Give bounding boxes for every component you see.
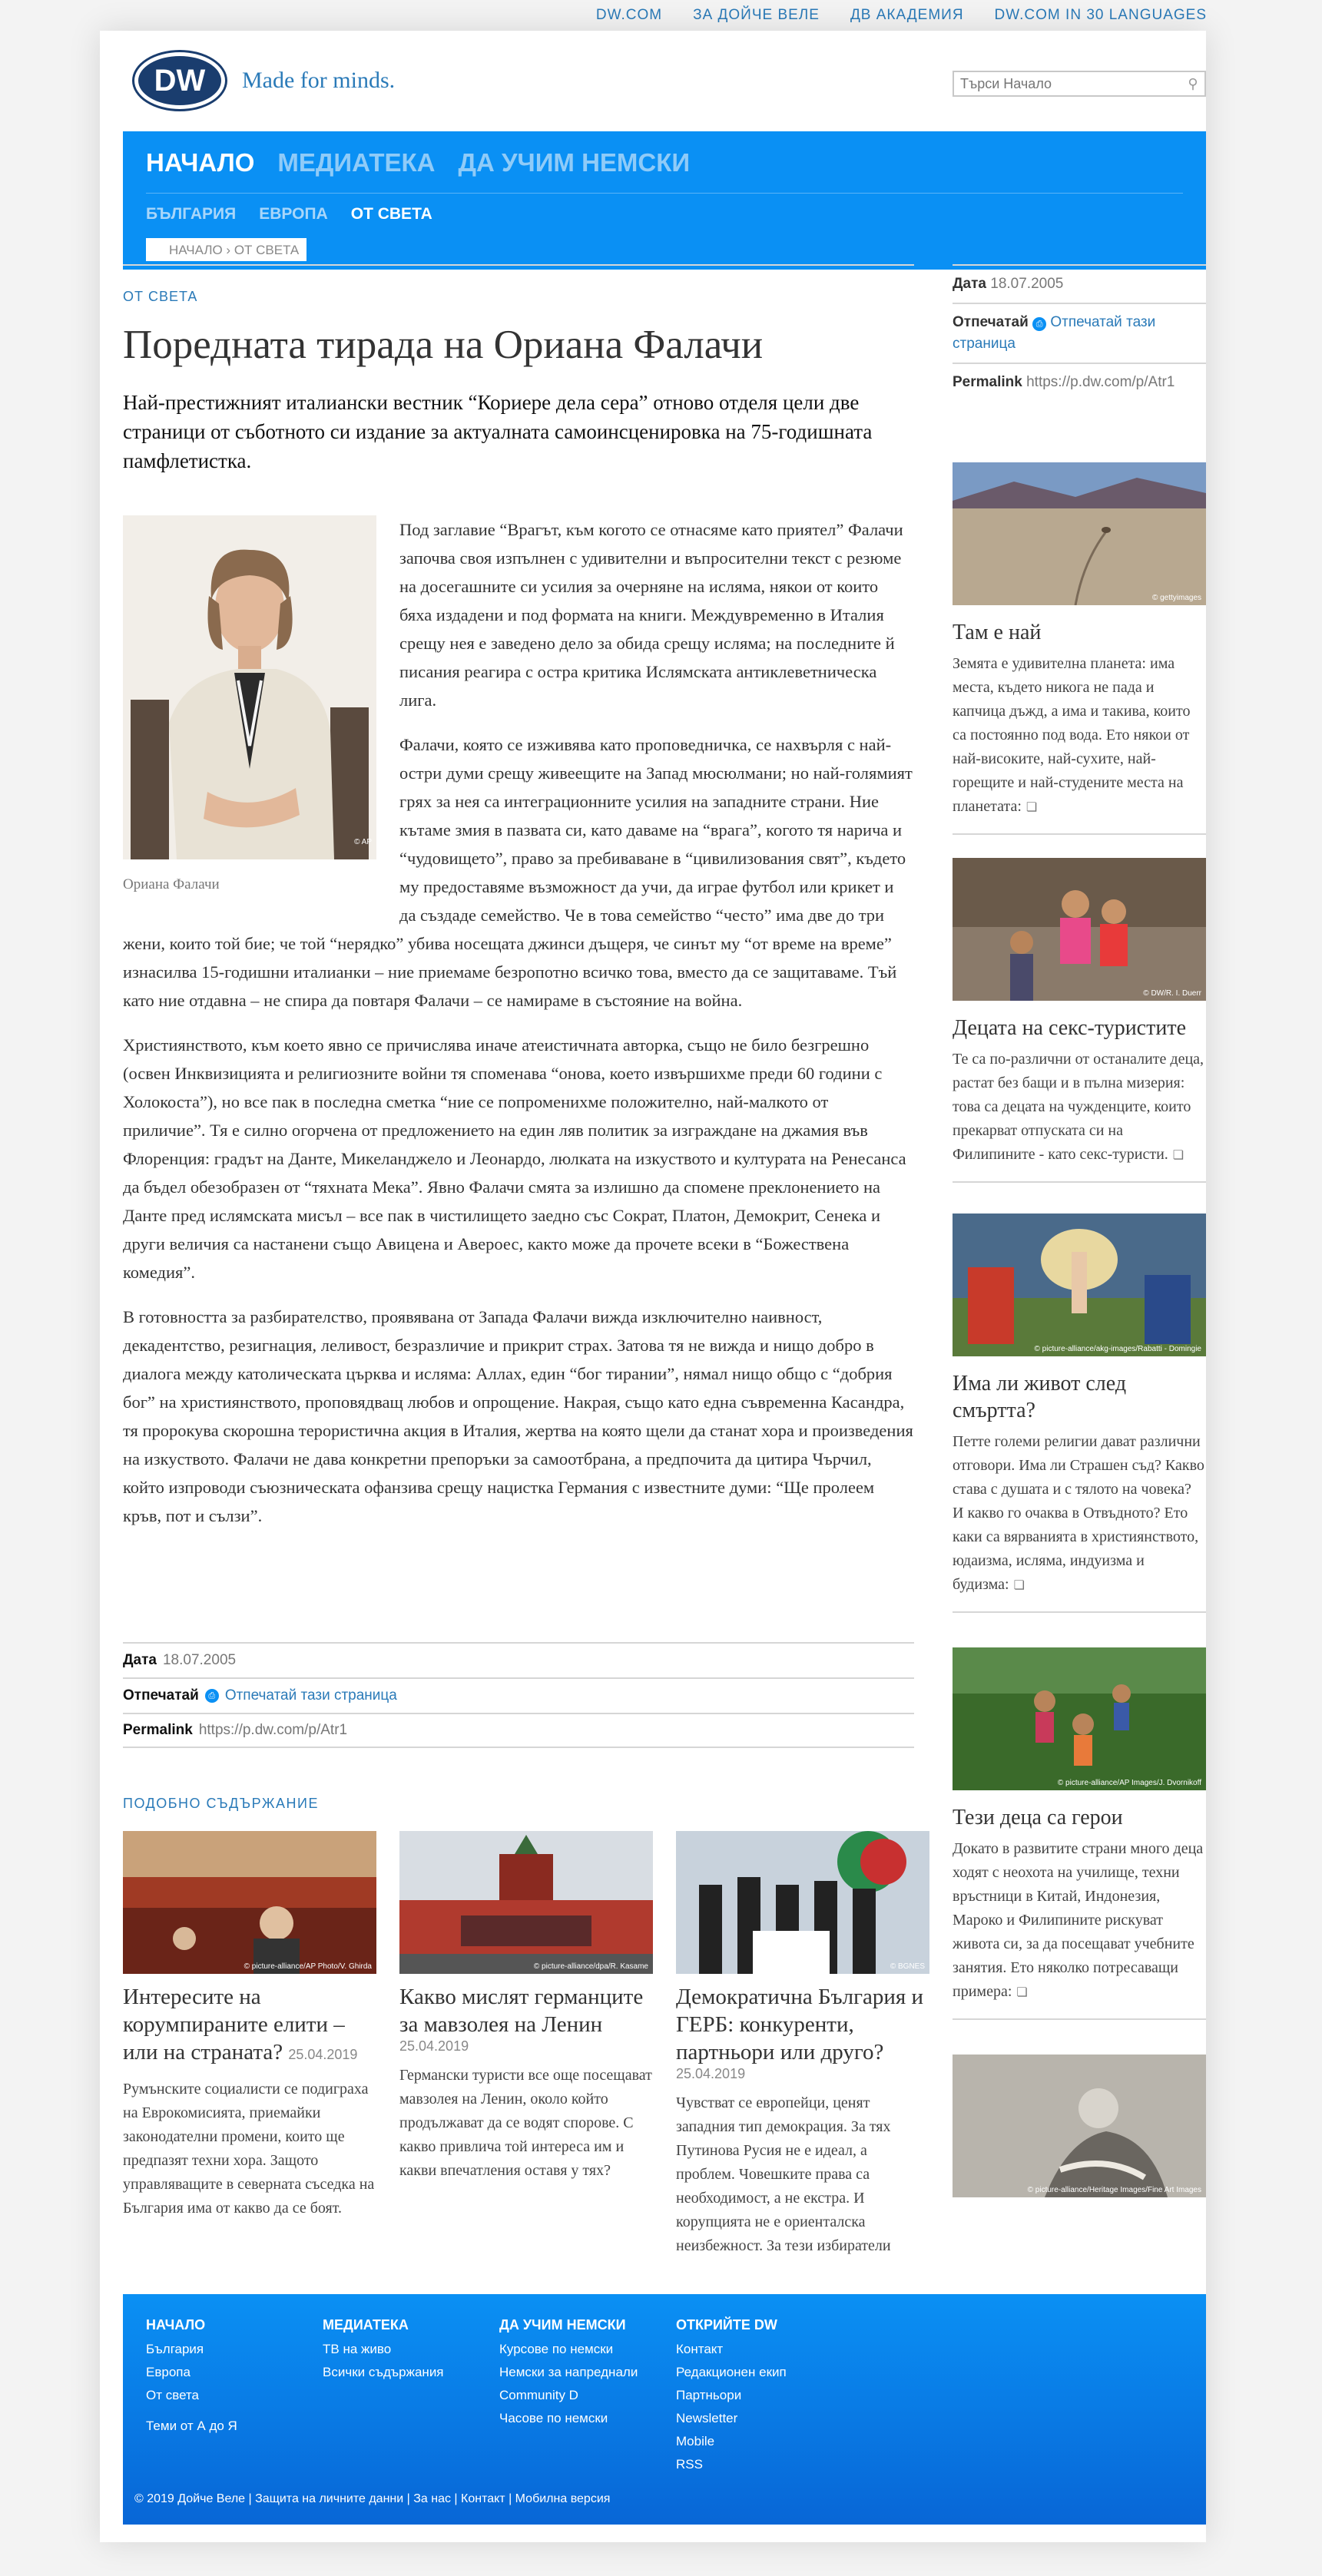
teaser-text-body: Докато в развитите страни много деца ходят с неохота на училище, техни връстници в Китай, Индонезия, Мароко и Филипините рискуват живота си, за да посещават учебните занятия. Ето няколко потресаващи примера: bbox=[953, 1840, 1204, 2000]
mausoleum-illustration bbox=[399, 1831, 653, 1974]
sidebar-permalink-label: Permalink bbox=[953, 374, 1022, 390]
logo-tagline: Made for minds. bbox=[242, 68, 396, 93]
footer-col-learn bbox=[499, 2317, 676, 2476]
teaser-thumb-painting[interactable] bbox=[953, 1214, 1206, 1356]
breadcrumb[interactable]: НАЧАЛО › ОТ СВЕТА bbox=[146, 238, 306, 261]
footer-link[interactable]: Часове по немски bbox=[499, 2411, 608, 2425]
related-thumb-gerb[interactable] bbox=[676, 1831, 929, 1974]
teaser-text bbox=[953, 652, 1206, 819]
sidebar-print-link[interactable]: Отпечатай тази страница bbox=[953, 314, 1156, 352]
article-kicker[interactable]: ОТ СВЕТА bbox=[123, 289, 198, 304]
footer-link[interactable]: Редакционен екип bbox=[676, 2365, 787, 2379]
top-utility-bar bbox=[0, 0, 1322, 31]
teaser-title[interactable]: Децата на секс-туристите bbox=[953, 1016, 1186, 1040]
gallery-icon[interactable]: ❏ bbox=[1172, 1149, 1184, 1162]
children-illustration bbox=[953, 858, 1206, 1001]
meta-date-row bbox=[123, 1642, 914, 1677]
article-body bbox=[123, 515, 914, 1530]
footer-link[interactable]: ТВ на живо bbox=[323, 2342, 392, 2356]
footer-link[interactable]: Курсове по немски bbox=[499, 2342, 614, 2356]
nav-home[interactable]: НАЧАЛО bbox=[146, 148, 255, 177]
related-date: 25.04.2019 bbox=[399, 2038, 469, 2054]
topbar-link-dw[interactable]: DW.COM bbox=[595, 7, 663, 23]
article-paragraph: Фалачи, която се изживява като проповедничка, се нахвърля с най-остри думи срещу живеещите на Запад мюсюлмани; но най-голямият грях за нея са интеграционните усилия на западните страни. Ние кътаме змия в пазвата си, като даваме на “врага”, когото тя нарича и “чудовището”, право за пребиваване в “цивилизования свят”, където му предоставяме възможност да учи, да играе футбол или крикет и да създаде семейство. Че в това семейство “често” има две до три жени, които той бие; че той “нерядко” убива носещата джинси дъщеря, че синът му “от време на време” изнасилва 15-годишни италианки – ние приемаме безропотно всичко това, вместо да се защитаваме. Тъй като ние отдавна – не спира да повтаря Фалачи – се намираме в състояние на война. bbox=[123, 735, 913, 1010]
sidebar-date-row bbox=[953, 264, 1206, 303]
teaser-credit: © picture-alliance/Heritage Images/Fine Art Images bbox=[1027, 2186, 1201, 2194]
footer-link[interactable]: Контакт bbox=[676, 2342, 724, 2356]
article-paragraph: Под заглавие “Врагът, към когото се отнасяме като приятел” Фалачи започва своя изпълнен с удивителни и въпросителни текст с резюме на досегашните си усилия за очерняне на исляма, някои от които бяха издадени и под формата на книги. Междувременно в Италия срещу нея е заведено дело за обида срещу исляма; на последните й писания реагира с остра критика Ислямската антиклеветническа лига. bbox=[399, 520, 903, 710]
related-title[interactable]: Демократична България и ГЕРБ: конкуренти, партньори или друго? bbox=[676, 1985, 924, 2064]
sidebar-date-label: Дата bbox=[953, 276, 986, 292]
site-header bbox=[100, 31, 1206, 131]
footer-link[interactable]: Newsletter bbox=[676, 2411, 738, 2425]
painting-illustration bbox=[953, 1214, 1206, 1356]
search-input[interactable] bbox=[954, 72, 1181, 95]
photo-caption: Ориана Фалачи bbox=[123, 876, 220, 892]
footer-heading[interactable]: ДА УЧИМ НЕМСКИ bbox=[499, 2317, 626, 2333]
sidebar-print-label: Отпечатай bbox=[953, 314, 1029, 330]
related-thumb-credit: © picture-alliance/dpa/R. Kasame bbox=[533, 1962, 648, 1971]
page-container bbox=[100, 31, 1206, 2542]
article-lead: Най-престижният италиански вестник “Кориере дела сера” отново отделя цели две страници от съботното си издание за актуалната самоинсценировка на 75-годишната памфлетистка. bbox=[123, 391, 873, 472]
sidebar-date-value: 18.07.2005 bbox=[990, 276, 1064, 292]
article-photo[interactable] bbox=[123, 515, 376, 859]
sidebar-print-row bbox=[953, 303, 1206, 363]
meta-permalink-row bbox=[123, 1713, 914, 1748]
footer-link[interactable]: Mobile bbox=[676, 2434, 715, 2449]
gallery-icon[interactable]: ❏ bbox=[1013, 1579, 1025, 1592]
gallery-icon[interactable]: ❏ bbox=[1016, 1986, 1028, 1999]
related-thumb-parliament[interactable] bbox=[123, 1831, 376, 1974]
subnav-world[interactable]: ОТ СВЕТА bbox=[350, 205, 432, 223]
meta-print-row bbox=[123, 1677, 914, 1713]
footer-link[interactable]: RSS bbox=[676, 2457, 703, 2472]
sidebar-permalink-row bbox=[953, 363, 1206, 401]
site-footer bbox=[123, 2294, 1206, 2525]
related-text: Румънските социалисти се подиграха на Еврокомисията, приемайки законодателни промени, които ще предпазят техни хора. Защото управляващите в северната съседка на България има от какво да се боят. bbox=[123, 2081, 375, 2217]
teaser-text-body: Петте големи религии дават различни отговори. Има ли Страшен съд? Какво става с душата и с тялото на човека? И какво го очаква в Отвъдното? Ето каки са вярванията в християнството, юдаизма, исляма, индуизма и будизма: bbox=[953, 1433, 1204, 1593]
related-date: 25.04.2019 bbox=[676, 2066, 746, 2081]
article-paragraph: В готовността за разбирателство, проявявана от Запада Фалачи вижда изключително наивност, декадентство, резигнация, леливост, безразличие и прикрит страх. Затова тя не вижда и нищо добро в диалога между католическата църква и исляма: Аллах, един “бог тирании”, нямал нищо общо с “добрия бог” на християнството, проповядващ любов и опрощение. Накрая, също като една съвременна Касандра, тя пророкува скорошна терористична акция в Италия, жертва на която щели да станат хора и произведения на изкуството. Фалачи не дава конкретни препоръки за самоотбрана, а предпочита да цитира Чърчил, който изпроводи съюзническата офанзива срещу нацистка Германия с известните думи: “Ще пролеем кръв, пот и сълзи”. bbox=[123, 1307, 913, 1525]
print-icon[interactable]: ⎙ bbox=[205, 1689, 219, 1703]
footer-link[interactable]: Всички съдържания bbox=[323, 2365, 444, 2379]
related-date: 25.04.2019 bbox=[288, 2047, 358, 2062]
photo-credit: © AP bbox=[354, 838, 372, 846]
date-value: 18.07.2005 bbox=[162, 1652, 237, 1668]
related-card[interactable] bbox=[676, 1831, 929, 2258]
teaser-text bbox=[953, 1048, 1206, 1167]
teaser-text-body: Те са по-различни от останалите деца, растат без бащи и в пълна мизерия: това са децата на чужденците, които прекарват отпуската си на Филипините - като секс-туристи. bbox=[953, 1051, 1204, 1163]
sidebar-permalink-value[interactable]: https://p.dw.com/p/Atr1 bbox=[1026, 374, 1175, 390]
date-label: Дата bbox=[123, 1652, 157, 1668]
footer-col-home bbox=[146, 2317, 323, 2476]
sidebar-teaser[interactable] bbox=[953, 858, 1206, 1183]
parliament-illustration bbox=[123, 1831, 376, 1974]
footer-atoz-link[interactable]: Теми от А до Я bbox=[146, 2419, 237, 2433]
teaser-thumb-heroes[interactable] bbox=[953, 1647, 1206, 1790]
related-card[interactable] bbox=[123, 1831, 376, 2258]
footer-columns bbox=[146, 2317, 853, 2476]
subnav-bulgaria[interactable]: БЪЛГАРИЯ bbox=[146, 205, 237, 223]
footer-link[interactable]: От света bbox=[146, 2388, 200, 2402]
related-thumb-credit: © BGNES bbox=[890, 1962, 925, 1971]
teaser-credit: © DW/R. I. Duerr bbox=[1143, 989, 1201, 998]
teaser-title[interactable]: Има ли живот след смъртта? bbox=[953, 1372, 1127, 1422]
sidebar-teaser[interactable] bbox=[953, 1214, 1206, 1613]
nav-mediatheque[interactable]: МЕДИАТЕКА bbox=[277, 148, 436, 177]
vintage-illustration bbox=[953, 2055, 1206, 2197]
print-label: Отпечатай bbox=[123, 1687, 199, 1704]
nav-divider bbox=[146, 193, 1183, 194]
gallery-icon[interactable]: ❏ bbox=[1025, 801, 1038, 814]
article-figure bbox=[123, 515, 376, 899]
permalink-value[interactable]: https://p.dw.com/p/Atr1 bbox=[198, 1722, 348, 1738]
sidebar-teaser[interactable] bbox=[953, 1647, 1206, 2020]
dw-logo[interactable] bbox=[134, 52, 395, 109]
footer-heading[interactable]: НАЧАЛО bbox=[146, 2317, 206, 2333]
footer-heading[interactable]: МЕДИАТЕКА bbox=[323, 2317, 409, 2333]
footer-copyright[interactable]: © 2019 Дойче Веле | Защита на личните данни | За нас | Контакт | Мобилна версия bbox=[134, 2492, 611, 2505]
sidebar bbox=[953, 264, 1206, 2197]
related-title[interactable] bbox=[123, 1983, 376, 2068]
teaser-title[interactable]: Тези деца са герои bbox=[953, 1806, 1123, 1829]
teaser-thumb-vintage[interactable] bbox=[953, 2055, 1206, 2197]
related-title-text[interactable]: Интересите на корумпираните елити – или на страната? bbox=[123, 1985, 345, 2064]
article-meta bbox=[123, 1642, 914, 1748]
footer-link[interactable]: България bbox=[146, 2342, 204, 2356]
article bbox=[123, 264, 914, 1546]
related-heading: ПОДОБНО СЪДЪРЖАНИЕ bbox=[123, 1796, 319, 1811]
footer-col-discover bbox=[676, 2317, 853, 2476]
primary-nav bbox=[146, 148, 690, 177]
teaser-thumb-children[interactable] bbox=[953, 858, 1206, 1001]
related-cards bbox=[123, 1831, 925, 2258]
search-icon[interactable]: ⚲ bbox=[1188, 75, 1198, 91]
search-box bbox=[953, 71, 1206, 97]
related-content bbox=[123, 1796, 925, 2258]
related-text: Германски туристи все още посещават мавзолея на Ленин, около който продължават да се водят спорове. С какво привлича той интереса им и какви впечатления оставя у тях? bbox=[399, 2067, 652, 2179]
teaser-text bbox=[953, 1837, 1206, 2005]
nav-learn-german[interactable]: ДА УЧИМ НЕМСКИ bbox=[458, 148, 691, 177]
topbar-link-academy[interactable]: ДВ АКАДЕМИЯ bbox=[850, 7, 964, 23]
article-title: Поредната тирада на Ориана Фалачи bbox=[123, 323, 764, 367]
sidebar-teaser[interactable] bbox=[953, 462, 1206, 835]
related-thumb-mausoleum[interactable] bbox=[399, 1831, 653, 1974]
sidebar-teaser[interactable] bbox=[953, 2055, 1206, 2197]
related-thumb-credit: © picture-alliance/AP Photo/V. Ghirda bbox=[244, 1962, 372, 1971]
footer-link[interactable]: Европа bbox=[146, 2365, 191, 2379]
related-card[interactable] bbox=[399, 1831, 653, 2258]
teaser-text bbox=[953, 1430, 1206, 1598]
portrait-illustration bbox=[123, 515, 376, 859]
secondary-nav bbox=[146, 205, 432, 223]
print-icon[interactable]: ⎙ bbox=[1032, 317, 1046, 331]
footer-link[interactable]: Партньори bbox=[676, 2388, 742, 2402]
footer-link[interactable]: Немски за напреднали bbox=[499, 2365, 638, 2379]
heroes-illustration bbox=[953, 1647, 1206, 1790]
footer-heading[interactable]: ОТКРИЙТЕ DW bbox=[676, 2317, 777, 2333]
related-title[interactable]: Какво мислят германците за мавзолея на Ленин bbox=[399, 1985, 644, 2037]
teaser-thumb-desert[interactable] bbox=[953, 462, 1206, 605]
topbar-link-about[interactable]: ЗА ДОЙЧЕ ВЕЛЕ bbox=[693, 7, 820, 23]
subnav-europe[interactable]: ЕВРОПА bbox=[259, 205, 328, 223]
related-text: Чувстват се европейци, ценят западния тип демокрация. За тях Путинова Русия не е идеал, а проблем. Човешките права са необходимост, а не екстра. И корупцията не е ориенталска неизбежност. За тези избиратели bbox=[676, 2094, 891, 2254]
teaser-credit: © picture-alliance/AP Images/J. Dvornikoff bbox=[1057, 1779, 1201, 1787]
gerb-illustration bbox=[676, 1831, 929, 1974]
teaser-text-body: Земята е удивителна планета: има места, където никога не пада и капчица дъжд, а има и такива, които са постоянно под вода. Ето някои от най-високите, най-сухите, най-горещите и най-студените места на планетата: bbox=[953, 655, 1191, 815]
teaser-credit: © picture-alliance/akg-images/Rabatti - Domingie bbox=[1034, 1345, 1201, 1353]
logo-mark: DW bbox=[134, 52, 225, 109]
print-link[interactable]: Отпечатай тази страница bbox=[224, 1687, 397, 1704]
topbar-link-languages[interactable]: DW.COM IN 30 LANGUAGES bbox=[994, 7, 1207, 23]
article-paragraph: Християнството, към което явно се причислява иначе атеистичната авторка, също не било безгрешно (освен Инквизицията и религиозните войни тя споменава “онова, което извършихме преди 60 години с Холокоста”), но все пак в последна сметка “ние се попромених​ме положително, най-малкото от приличие”. Тя е силно огорчена от предложението на един ляв политик за изграждане на джамия във Флоренция: градът на Данте, Микеланджело и Леонардо, люлката на изкуството и културата на Ренесанса да бъдел обезобразен от “тяхната Мека”. Явно Фалачи смята за излишно да спомене преклонението на Данте пред ислямската мисъл – все пак в чистилището заедно със Сократ, Платон, Демокрит, Сенека и други величия са настанени също Авицена и Авероес, както може да прочете всеки в “Божествена комедия”. bbox=[123, 1035, 906, 1282]
permalink-label: Permalink bbox=[123, 1722, 193, 1738]
teaser-title[interactable]: Там е най bbox=[953, 621, 1042, 644]
footer-link[interactable]: Community D bbox=[499, 2388, 578, 2402]
footer-col-media bbox=[323, 2317, 499, 2476]
desert-illustration bbox=[953, 462, 1206, 605]
teaser-credit: © gettyimages bbox=[1151, 594, 1201, 602]
